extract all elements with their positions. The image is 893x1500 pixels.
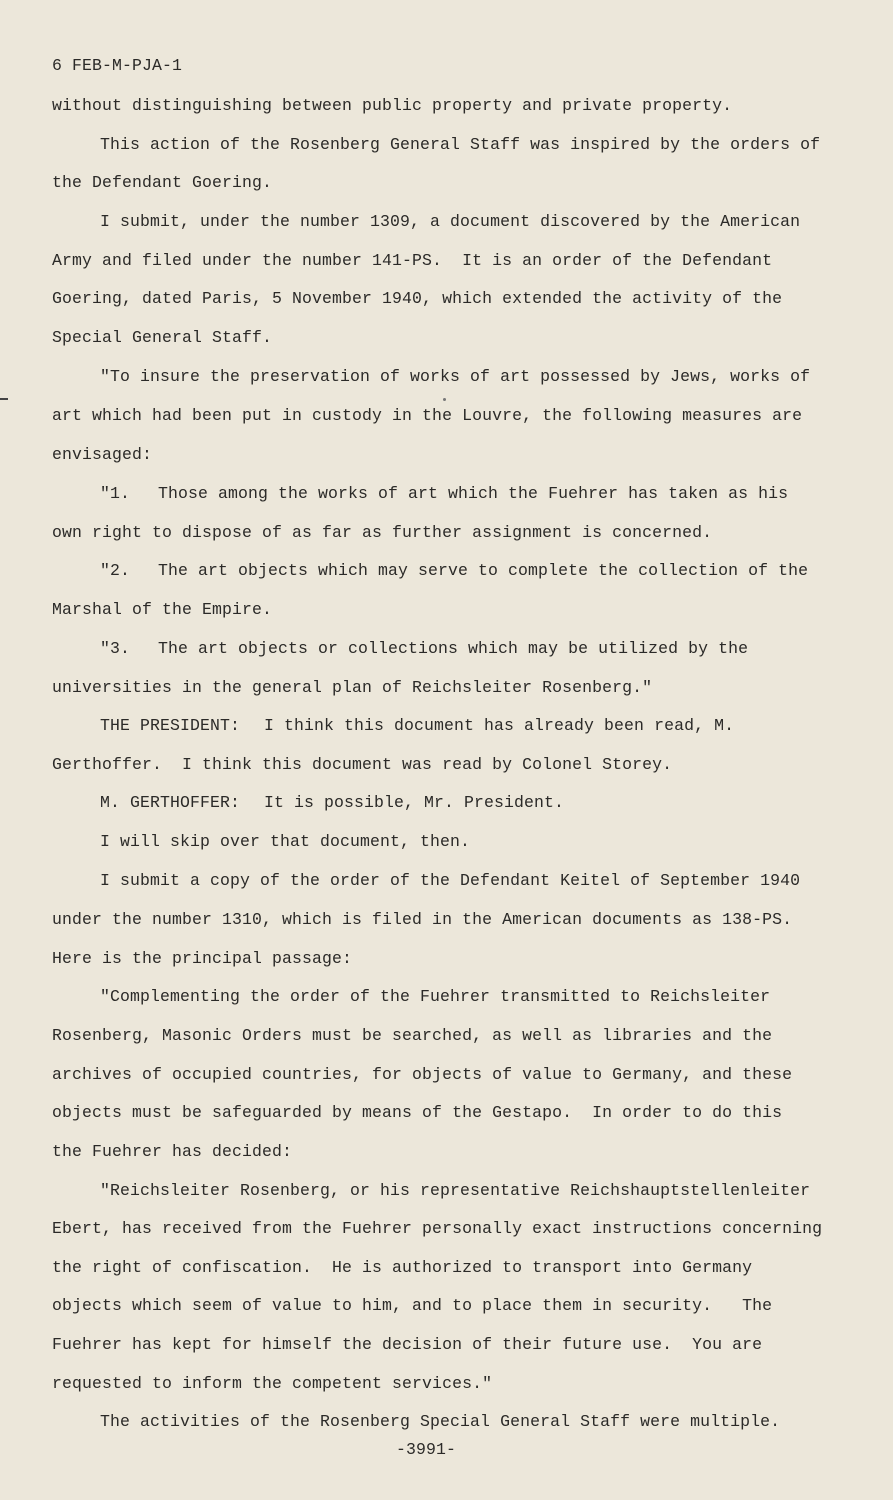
- speaker-label: M. GERTHOFFER:: [100, 793, 241, 812]
- text-line: I think this document has already been read, M.: [264, 716, 735, 735]
- text-line: objects must be safeguarded by means of the Gestapo. In order to do this: [52, 1103, 783, 1122]
- page-number: -3991-: [396, 1440, 457, 1459]
- text-line: The activities of the Rosenberg Special General Staff were multiple.: [100, 1412, 781, 1431]
- text-line: I submit a copy of the order of the Defendant Keitel of September 1940: [100, 871, 801, 890]
- text-line: "To insure the preservation of works of art possessed by Jews, works of: [100, 367, 811, 386]
- document-header: 6 FEB-M-PJA-1: [52, 56, 183, 75]
- text-line: "Complementing the order of the Fuehrer transmitted to Reichsleiter: [100, 987, 771, 1006]
- text-line: the Fuehrer has decided:: [52, 1142, 293, 1161]
- text-line: It is possible, Mr. President.: [264, 793, 565, 812]
- text-line: Gerthoffer. I think this document was read by Colonel Storey.: [52, 755, 673, 774]
- text-line: archives of occupied countries, for objects of value to Germany, and these: [52, 1065, 793, 1084]
- margin-mark: [0, 398, 8, 400]
- paper-speck: [443, 398, 446, 401]
- text-line: art which had been put in custody in the Louvre, the following measures are: [52, 406, 803, 425]
- text-line: Army and filed under the number 141-PS. It is an order of the Defendant: [52, 251, 773, 270]
- list-marker: "2.: [100, 561, 131, 580]
- text-line: requested to inform the competent services.": [52, 1374, 493, 1393]
- text-line: Goering, dated Paris, 5 November 1940, which extended the activity of the: [52, 289, 783, 308]
- text-line: envisaged:: [52, 445, 153, 464]
- text-line: This action of the Rosenberg General Staff was inspired by the orders of: [100, 135, 821, 154]
- text-line: Ebert, has received from the Fuehrer personally exact instructions concerning: [52, 1219, 823, 1238]
- text-line: I will skip over that document, then.: [100, 832, 471, 851]
- text-line: under the number 1310, which is filed in the American documents as 138-PS.: [52, 910, 793, 929]
- list-marker: "1.: [100, 484, 131, 503]
- text-line: universities in the general plan of Reichsleiter Rosenberg.": [52, 678, 653, 697]
- text-line: Fuehrer has kept for himself the decision of their future use. You are: [52, 1335, 763, 1354]
- text-line: objects which seem of value to him, and to place them in security. The: [52, 1296, 773, 1315]
- text-line: Rosenberg, Masonic Orders must be searched, as well as libraries and the: [52, 1026, 773, 1045]
- text-line: own right to dispose of as far as further assignment is concerned.: [52, 523, 713, 542]
- text-line: Marshal of the Empire.: [52, 600, 273, 619]
- text-line: the Defendant Goering.: [52, 173, 273, 192]
- text-line: Those among the works of art which the Fuehrer has taken as his: [158, 484, 789, 503]
- text-line: The art objects which may serve to complete the collection of the: [158, 561, 809, 580]
- text-line: Special General Staff.: [52, 328, 273, 347]
- text-line: without distinguishing between public property and private property.: [52, 96, 733, 115]
- text-line: "Reichsleiter Rosenberg, or his representative Reichshauptstellenleiter: [100, 1181, 811, 1200]
- text-line: the right of confiscation. He is authorized to transport into Germany: [52, 1258, 753, 1277]
- text-line: Here is the principal passage:: [52, 949, 353, 968]
- text-line: I submit, under the number 1309, a document discovered by the American: [100, 212, 801, 231]
- list-marker: "3.: [100, 639, 131, 658]
- text-line: The art objects or collections which may be utilized by the: [158, 639, 749, 658]
- speaker-label: THE PRESIDENT:: [100, 716, 241, 735]
